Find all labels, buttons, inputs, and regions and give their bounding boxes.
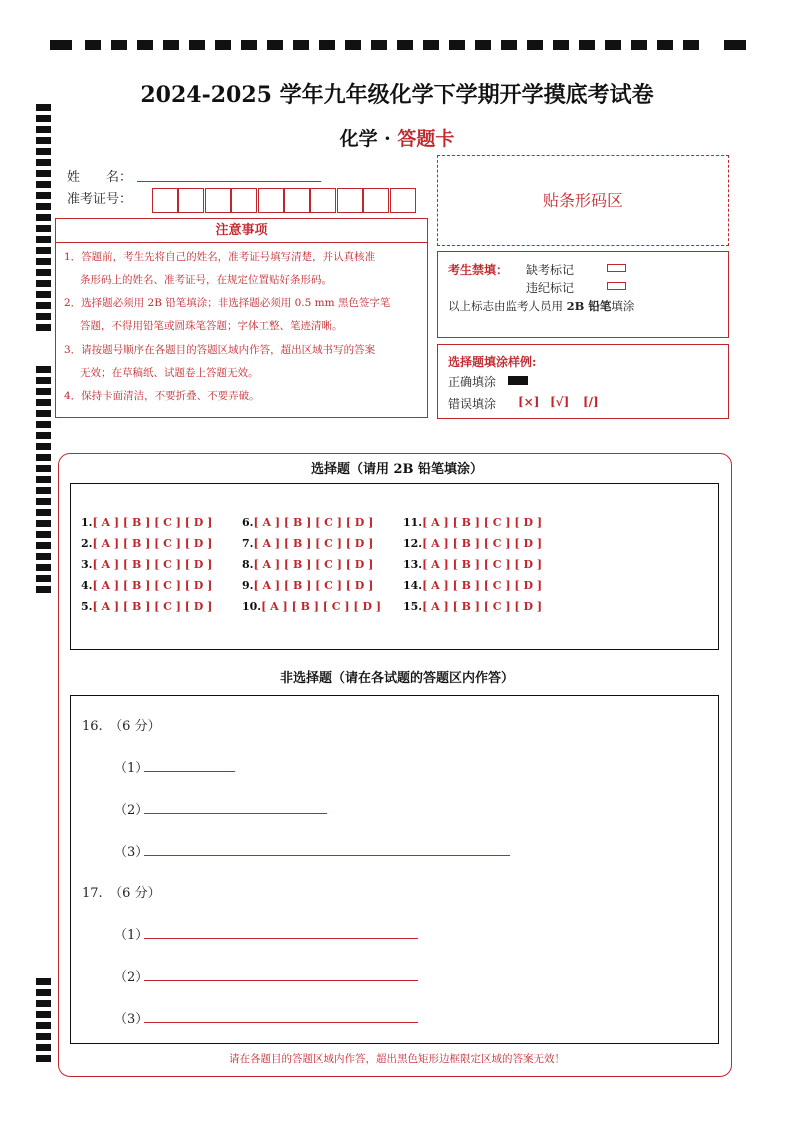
exam-id-digit-box[interactable] bbox=[310, 188, 336, 213]
timing-mark bbox=[36, 575, 51, 582]
notice-item: 条形码上的姓名、准考证号，在规定位置贴好条形码。 bbox=[80, 274, 332, 286]
mc-question-7[interactable] bbox=[242, 537, 373, 550]
id-label: 准考证号： bbox=[67, 192, 133, 207]
mc-options[interactable]: [ A ] [ B ] [ C ] [ D ] bbox=[92, 537, 213, 550]
exam-id-digit-box[interactable] bbox=[178, 188, 204, 213]
non-choice-area bbox=[70, 695, 719, 1044]
timing-mark bbox=[163, 40, 179, 50]
exam-id-digit-box[interactable] bbox=[258, 188, 284, 213]
prohibited-label: 考生禁填： bbox=[448, 263, 509, 277]
timing-mark bbox=[36, 1011, 51, 1018]
mc-options[interactable]: [ A ] [ B ] [ C ] [ D ] bbox=[92, 579, 213, 592]
question-17-part-3: （3） bbox=[114, 1012, 149, 1027]
mc-question-13[interactable] bbox=[403, 558, 542, 571]
timing-mark bbox=[36, 203, 51, 210]
timing-mark bbox=[50, 40, 72, 50]
mc-question-number: 11. bbox=[403, 516, 423, 529]
mc-question-number: 12. bbox=[403, 537, 423, 550]
timing-mark bbox=[189, 40, 205, 50]
timing-mark bbox=[36, 258, 51, 265]
subtitle-accent: 答题卡 bbox=[397, 128, 455, 150]
mc-question-6[interactable] bbox=[242, 516, 373, 529]
timing-mark bbox=[36, 542, 51, 549]
timing-mark bbox=[111, 40, 127, 50]
timing-mark bbox=[371, 40, 387, 50]
timing-mark bbox=[36, 509, 51, 516]
timing-marks-top bbox=[50, 38, 746, 52]
timing-mark bbox=[319, 40, 335, 50]
mc-options[interactable]: [ A ] [ B ] [ C ] [ D ] bbox=[92, 558, 213, 571]
timing-mark bbox=[36, 487, 51, 494]
mc-options[interactable]: [ A ] [ B ] [ C ] [ D ] bbox=[422, 600, 543, 613]
timing-mark bbox=[36, 432, 51, 439]
mc-question-number: 9. bbox=[242, 579, 254, 592]
exam-id-digit-box[interactable] bbox=[152, 188, 178, 213]
mc-question-14[interactable] bbox=[403, 579, 542, 592]
timing-mark bbox=[36, 476, 51, 483]
timing-mark bbox=[605, 40, 621, 50]
mc-options[interactable]: [ A ] [ B ] [ C ] [ D ] bbox=[253, 558, 374, 571]
notice-item: 4．保持卡面清洁，不要折叠、不要弄破。 bbox=[64, 390, 260, 402]
mc-question-number: 10. bbox=[242, 600, 262, 613]
timing-mark bbox=[36, 1044, 51, 1051]
timing-mark bbox=[36, 399, 51, 406]
question-16-part-3: （3） bbox=[114, 845, 149, 860]
timing-mark bbox=[36, 291, 51, 298]
correct-fill-label: 正确填涂 bbox=[448, 375, 497, 389]
notice-item: 答题，不得用铅笔或圆珠笔答题；字体工整、笔迹清晰。 bbox=[80, 320, 343, 332]
timing-mark bbox=[36, 269, 51, 276]
notice-item: 2．选择题必须用 2B 铅笔填涂；非选择题必须用 0.5 mm 黑色签字笔 bbox=[64, 297, 391, 309]
mc-question-number: 7. bbox=[242, 537, 254, 550]
timing-mark bbox=[36, 181, 51, 188]
timing-mark bbox=[36, 989, 51, 996]
timing-mark bbox=[36, 498, 51, 505]
exam-id-digit-box[interactable] bbox=[390, 188, 416, 213]
wrong-fill-sample-slash: [/] bbox=[583, 395, 599, 409]
subtitle-subject: 化学 · bbox=[339, 128, 398, 150]
page-title: 2024-2025 学年九年级化学下学期开学摸底考试卷 bbox=[140, 82, 654, 108]
mc-question-1[interactable] bbox=[81, 516, 212, 529]
violation-mark-box[interactable] bbox=[607, 282, 626, 290]
mc-options[interactable]: [ A ] [ B ] [ C ] [ D ] bbox=[92, 600, 213, 613]
timing-mark bbox=[36, 214, 51, 221]
answer-line-17-2[interactable] bbox=[144, 980, 418, 981]
prohibited-note-bold: 2B 铅笔 bbox=[566, 299, 612, 313]
mc-question-number: 6. bbox=[242, 516, 254, 529]
mc-question-number: 14. bbox=[403, 579, 423, 592]
timing-mark bbox=[579, 40, 595, 50]
timing-mark bbox=[36, 236, 51, 243]
mc-question-number: 5. bbox=[81, 600, 93, 613]
non-choice-heading: 非选择题（请在各试题的答题区内作答） bbox=[279, 671, 514, 686]
question-16-title: 16. （6 分） bbox=[82, 719, 161, 734]
timing-mark bbox=[36, 170, 51, 177]
mc-question-11[interactable] bbox=[403, 516, 542, 529]
wrong-fill-sample-check: [√] bbox=[550, 395, 570, 409]
mc-question-3[interactable] bbox=[81, 558, 212, 571]
timing-mark bbox=[267, 40, 283, 50]
exam-id-digit-box[interactable] bbox=[284, 188, 310, 213]
timing-mark bbox=[657, 40, 673, 50]
mc-options[interactable]: [ A ] [ B ] [ C ] [ D ] bbox=[253, 537, 374, 550]
mc-question-number: 13. bbox=[403, 558, 423, 571]
timing-mark bbox=[36, 388, 51, 395]
timing-mark bbox=[36, 247, 51, 254]
timing-mark bbox=[36, 324, 51, 331]
mc-question-number: 15. bbox=[403, 600, 423, 613]
answer-line-17-3[interactable] bbox=[144, 1022, 418, 1023]
mc-question-8[interactable] bbox=[242, 558, 373, 571]
timing-mark bbox=[36, 520, 51, 527]
fill-example-title: 选择题填涂样例: bbox=[448, 355, 537, 369]
timing-mark bbox=[553, 40, 569, 50]
wrong-fill-sample-x: [×] bbox=[518, 395, 540, 409]
mc-options[interactable]: [ A ] [ B ] [ C ] [ D ] bbox=[261, 600, 382, 613]
timing-mark bbox=[36, 564, 51, 571]
mc-options[interactable]: [ A ] [ B ] [ C ] [ D ] bbox=[422, 558, 543, 571]
fill-example-box bbox=[437, 344, 729, 419]
timing-mark bbox=[527, 40, 543, 50]
timing-mark bbox=[293, 40, 309, 50]
card-subtitle bbox=[0, 124, 794, 151]
timing-mark bbox=[631, 40, 647, 50]
mc-options[interactable]: [ A ] [ B ] [ C ] [ D ] bbox=[422, 516, 543, 529]
timing-mark bbox=[345, 40, 361, 50]
mc-question-2[interactable] bbox=[81, 537, 212, 550]
notice-item: 无效；在草稿纸、试题卷上答题无效。 bbox=[80, 367, 259, 379]
mc-options[interactable]: [ A ] [ B ] [ C ] [ D ] bbox=[253, 579, 374, 592]
mc-options[interactable]: [ A ] [ B ] [ C ] [ D ] bbox=[422, 537, 543, 550]
answer-line-16-1[interactable] bbox=[144, 771, 235, 772]
timing-mark bbox=[36, 377, 51, 384]
timing-mark bbox=[36, 586, 51, 593]
timing-mark bbox=[215, 40, 231, 50]
timing-mark bbox=[241, 40, 257, 50]
wrong-fill-label: 错误填涂 bbox=[448, 397, 497, 411]
timing-mark bbox=[724, 40, 746, 50]
timing-mark bbox=[36, 366, 51, 373]
timing-mark bbox=[36, 313, 51, 320]
violation-mark-label: 违纪标记 bbox=[526, 281, 575, 295]
timing-mark bbox=[36, 410, 51, 417]
answer-line-16-3[interactable] bbox=[144, 855, 510, 856]
mc-question-9[interactable] bbox=[242, 579, 373, 592]
timing-mark bbox=[36, 1033, 51, 1040]
timing-mark bbox=[423, 40, 439, 50]
timing-mark bbox=[85, 40, 101, 50]
absent-mark-label: 缺考标记 bbox=[526, 263, 575, 277]
question-16-part-1: （1） bbox=[114, 761, 149, 776]
prohibited-note bbox=[448, 298, 634, 314]
question-16-part-2: （2） bbox=[114, 803, 149, 818]
name-field[interactable] bbox=[137, 181, 321, 182]
timing-mark bbox=[36, 421, 51, 428]
timing-mark bbox=[475, 40, 491, 50]
mc-question-number: 1. bbox=[81, 516, 93, 529]
notice-item: 3．请按题号顺序在各题目的答题区域内作答，超出区域书写的答案 bbox=[64, 344, 376, 356]
timing-mark bbox=[501, 40, 517, 50]
multiple-choice-heading: 选择题（请用 2B 铅笔填涂） bbox=[310, 462, 484, 477]
timing-mark bbox=[137, 40, 153, 50]
exam-id-boxes[interactable] bbox=[152, 188, 418, 213]
prohibited-note-suffix: 填涂 bbox=[611, 299, 635, 313]
mc-question-number: 2. bbox=[81, 537, 93, 550]
timing-mark bbox=[449, 40, 465, 50]
timing-mark bbox=[36, 978, 51, 985]
notice-heading: 注意事项 bbox=[56, 219, 427, 243]
exam-id-digit-box[interactable] bbox=[231, 188, 257, 213]
exam-id-digit-box[interactable] bbox=[205, 188, 231, 213]
question-17-title: 17. （6 分） bbox=[82, 886, 161, 901]
answer-line-16-2[interactable] bbox=[144, 813, 327, 814]
multiple-choice-area bbox=[70, 483, 719, 650]
timing-mark bbox=[36, 159, 51, 166]
timing-mark bbox=[36, 1022, 51, 1029]
timing-mark bbox=[397, 40, 413, 50]
prohibited-box bbox=[437, 251, 729, 338]
mc-question-number: 3. bbox=[81, 558, 93, 571]
mc-options[interactable]: [ A ] [ B ] [ C ] [ D ] bbox=[253, 516, 374, 529]
footer-warning: 请在各题目的答题区域内作答，超出黑色矩形边框限定区域的答案无效！ bbox=[229, 1053, 565, 1065]
notice-item: 1．答题前，考生先将自己的姓名，准考证号填写清楚，并认真核准 bbox=[64, 251, 376, 263]
question-17-part-1: （1） bbox=[114, 928, 149, 943]
prohibited-note-prefix: 以上标志由监考人员用 bbox=[448, 299, 567, 313]
timing-mark bbox=[36, 443, 51, 450]
mc-question-number: 8. bbox=[242, 558, 254, 571]
mc-question-number: 4. bbox=[81, 579, 93, 592]
mc-question-5[interactable] bbox=[81, 600, 212, 613]
mc-options[interactable]: [ A ] [ B ] [ C ] [ D ] bbox=[92, 516, 213, 529]
name-label: 姓 名： bbox=[67, 170, 133, 185]
barcode-area bbox=[437, 155, 729, 246]
timing-mark bbox=[36, 225, 51, 232]
exam-id-digit-box[interactable] bbox=[363, 188, 389, 213]
timing-mark bbox=[683, 40, 699, 50]
mc-question-12[interactable] bbox=[403, 537, 542, 550]
mc-options[interactable]: [ A ] [ B ] [ C ] [ D ] bbox=[422, 579, 543, 592]
answer-line-17-1[interactable] bbox=[144, 938, 418, 939]
mc-question-15[interactable] bbox=[403, 600, 542, 613]
barcode-label: 贴条形码区 bbox=[542, 191, 623, 210]
notice-box bbox=[55, 218, 428, 418]
timing-mark bbox=[36, 553, 51, 560]
correct-fill-sample bbox=[508, 376, 528, 385]
exam-id-digit-box[interactable] bbox=[337, 188, 363, 213]
timing-marks-left-middle bbox=[36, 366, 51, 597]
timing-mark bbox=[36, 280, 51, 287]
timing-mark bbox=[36, 115, 51, 122]
mc-question-10[interactable] bbox=[242, 600, 381, 613]
question-17-part-2: （2） bbox=[114, 970, 149, 985]
absent-mark-box[interactable] bbox=[607, 264, 626, 272]
timing-mark bbox=[36, 531, 51, 538]
timing-mark bbox=[36, 302, 51, 309]
mc-question-4[interactable] bbox=[81, 579, 212, 592]
timing-mark bbox=[36, 192, 51, 199]
timing-mark bbox=[36, 1000, 51, 1007]
